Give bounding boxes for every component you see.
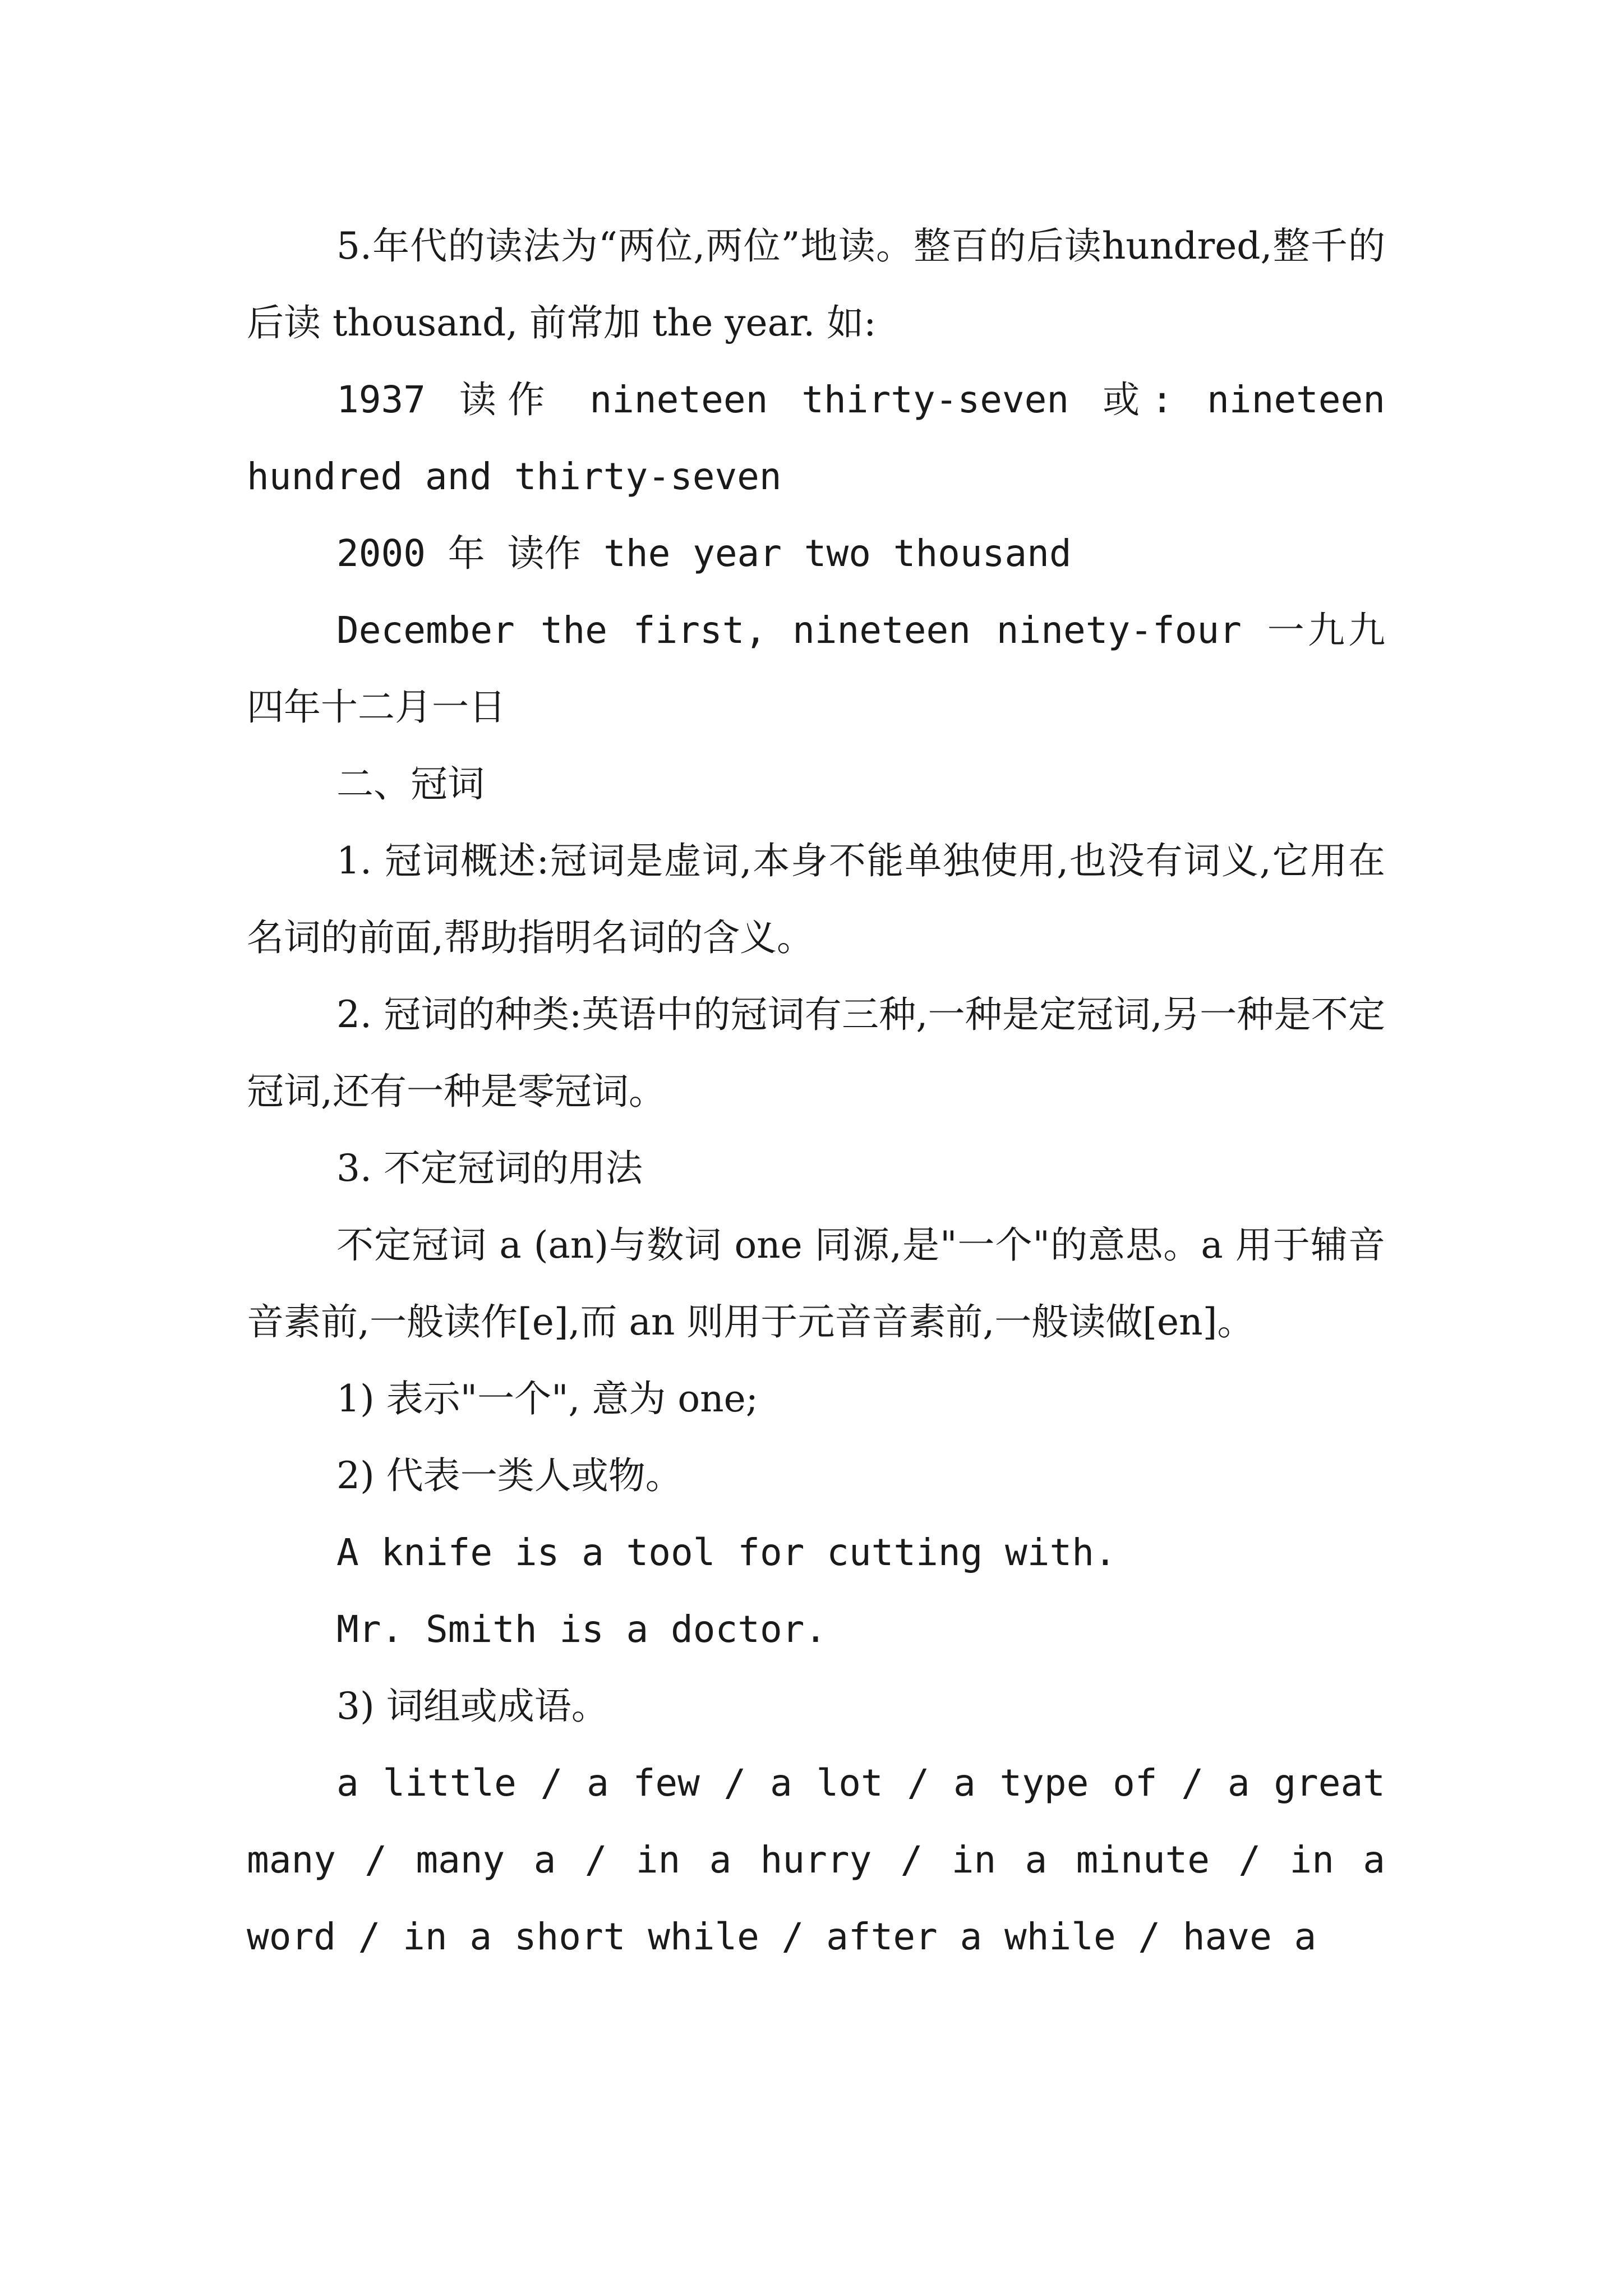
paragraph-example-1937: 1937 读作 nineteen thirty-seven 或: nineteen hundred and thirty-seven [247,378,1385,498]
example-sentence-knife: A knife is a tool for cutting with. [336,1531,1117,1574]
paragraph-phrases: a little / a few / a lot / a type of / a great many / many a / in a hurry / in a minute / in a word / in a short while / after a while / have a [247,1761,1385,1958]
list-item-2: 2) 代表一类人或物。 [336,1454,683,1497]
paragraph-article-types: 2. 冠词的种类:英语中的冠词有三种,一种是定冠词,另一种是不定冠词,还有一种是零冠词。 [247,993,1385,1113]
paragraph-example-date: December the first, nineteen ninety-four 一九九四年十二月一日 [247,609,1385,729]
list-item-1: 1) 表示"一个", 意为 one; [336,1377,758,1420]
paragraph-article-overview: 1. 冠词概述:冠词是虚词,本身不能单独使用,也没有词义,它用在名词的前面,帮助指明名词的含义。 [247,839,1385,959]
section-heading-articles: 二、冠词 [336,762,485,806]
paragraph-indefinite-article: 不定冠词 a (an)与数词 one 同源,是"一个"的意思。a 用于辅音音素前,一般读作[e],而 an 则用于元音音素前,一般读做[en]。 [247,1223,1385,1343]
paragraph-example-2000: 2000 年 读作 the year two thousand [336,532,1072,575]
paragraph-year-reading: 5.年代的读法为“两位,两位”地读。整百的后读hundred,整千的后读 thousand, 前常加 the year. 如: [247,224,1385,344]
document-body [247,208,1385,1975]
list-item-3: 3) 词组或成语。 [336,1685,608,1728]
subheading-indefinite-article: 3. 不定冠词的用法 [336,1147,643,1190]
example-sentence-smith: Mr. Smith is a doctor. [336,1608,827,1651]
